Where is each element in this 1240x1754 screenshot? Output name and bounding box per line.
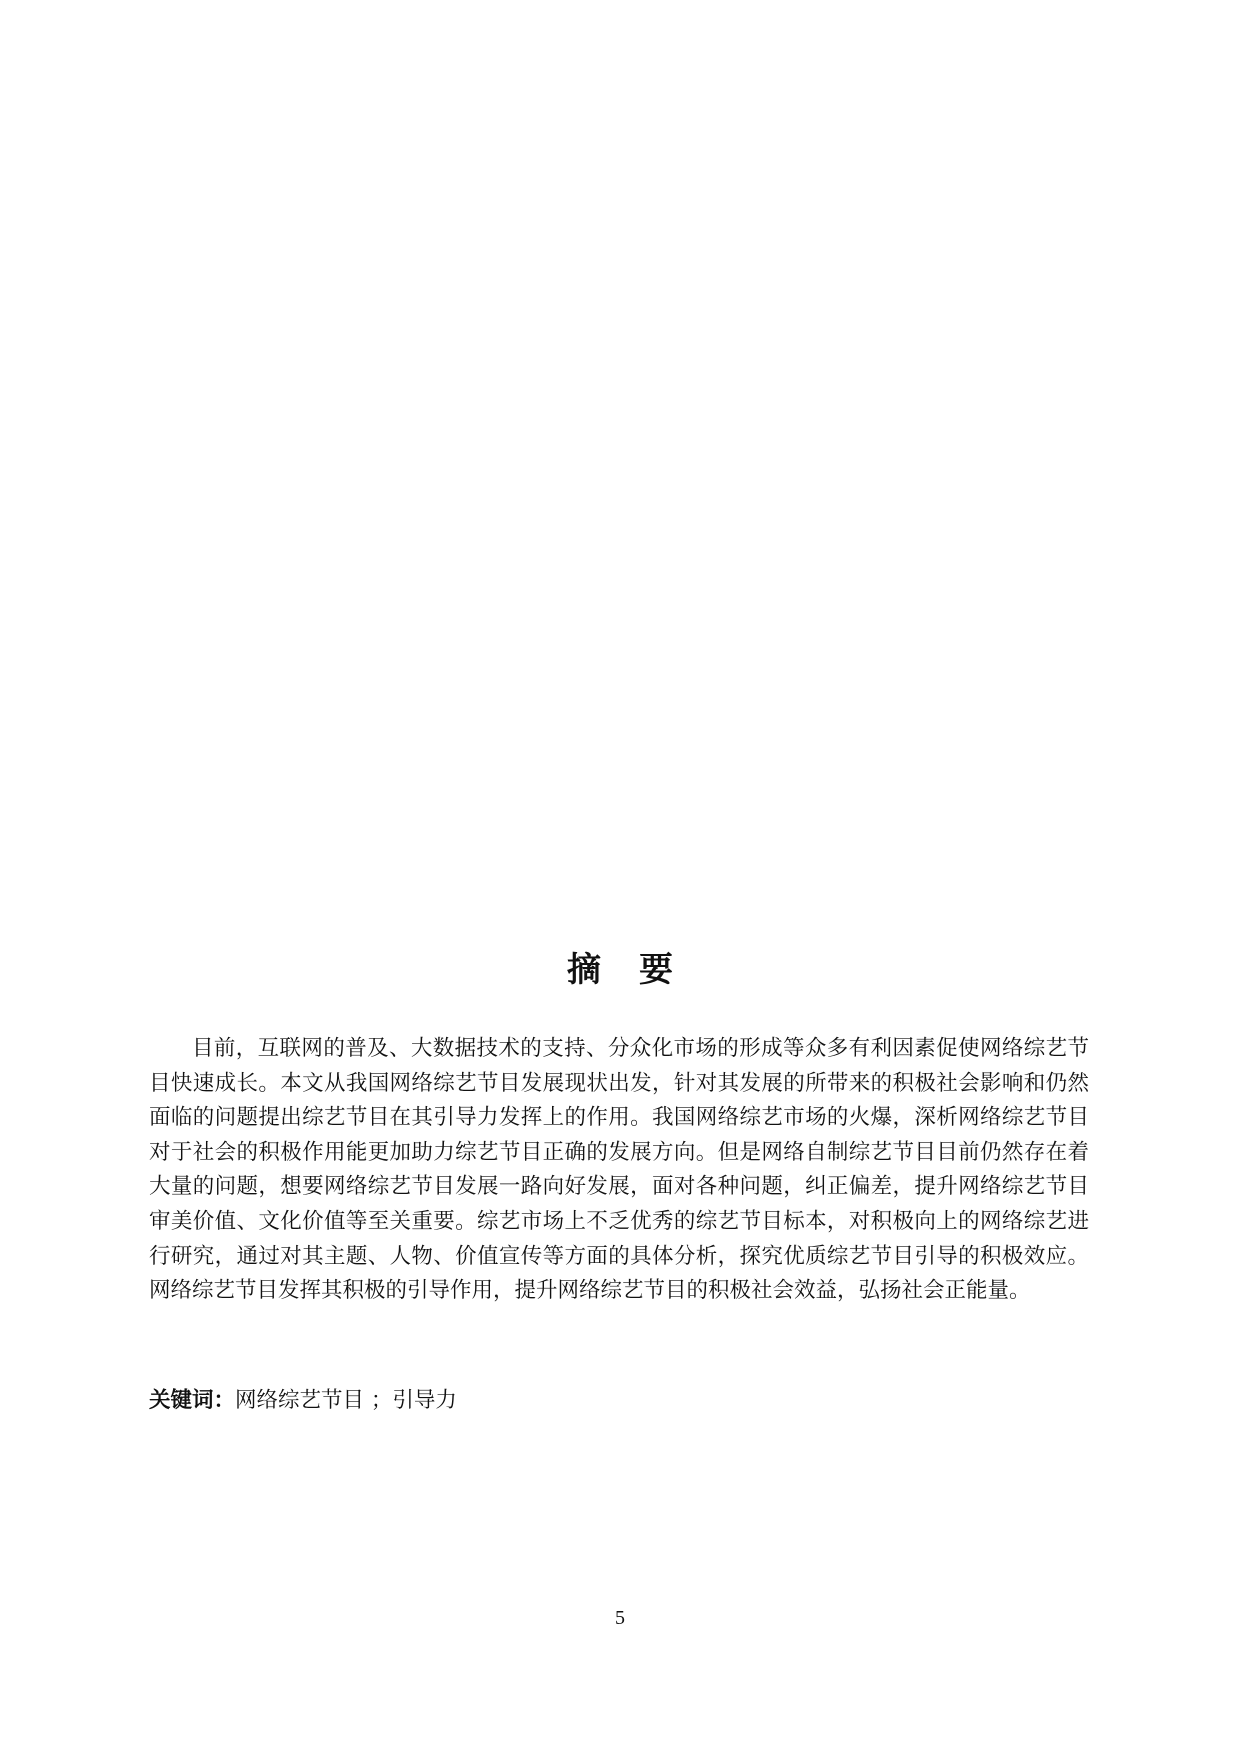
keywords-line — [149, 1384, 1089, 1418]
page-number: 5 — [615, 1607, 625, 1629]
abstract-heading-char-2: 要 — [639, 950, 673, 990]
abstract-body: 目前，互联网的普及、大数据技术的支持、分众化市场的形成等众多有利因素促使网络综艺节目快速成长。本文从我国网络综艺节目发展现状出发，针对其发展的所带来的积极社会影响和仍然面临的问题提出综艺节目在其引导力发挥上的作用。我国网络综艺市场的火爆，深析网络综艺节目对于社会的积极作用能更加助力综艺节目正确的发展方向。但是网络自制综艺节目目前仍然存在着大量的问题，想要网络综艺节目发展一路向好发展，面对各种问题，纠正偏差，提升网络综艺节目审美价值、文化价值等至关重要。综艺市场上不乏优秀的综艺节目标本，对积极向上的网络综艺进行研究，通过对其主题、人物、价值宣传等方面的具体分析，探究优质综艺节目引导的积极效应。网络综艺节目发挥其积极的引导作用，提升网络综艺节目的积极社会效益，弘扬社会正能量。 — [149, 1036, 1089, 1304]
abstract-heading-char-1: 摘 — [567, 950, 601, 990]
keywords-items: 网络综艺节目 ；引导力 — [235, 1388, 457, 1413]
keywords-label: 关键词： — [149, 1388, 236, 1413]
abstract-heading — [0, 948, 1240, 992]
